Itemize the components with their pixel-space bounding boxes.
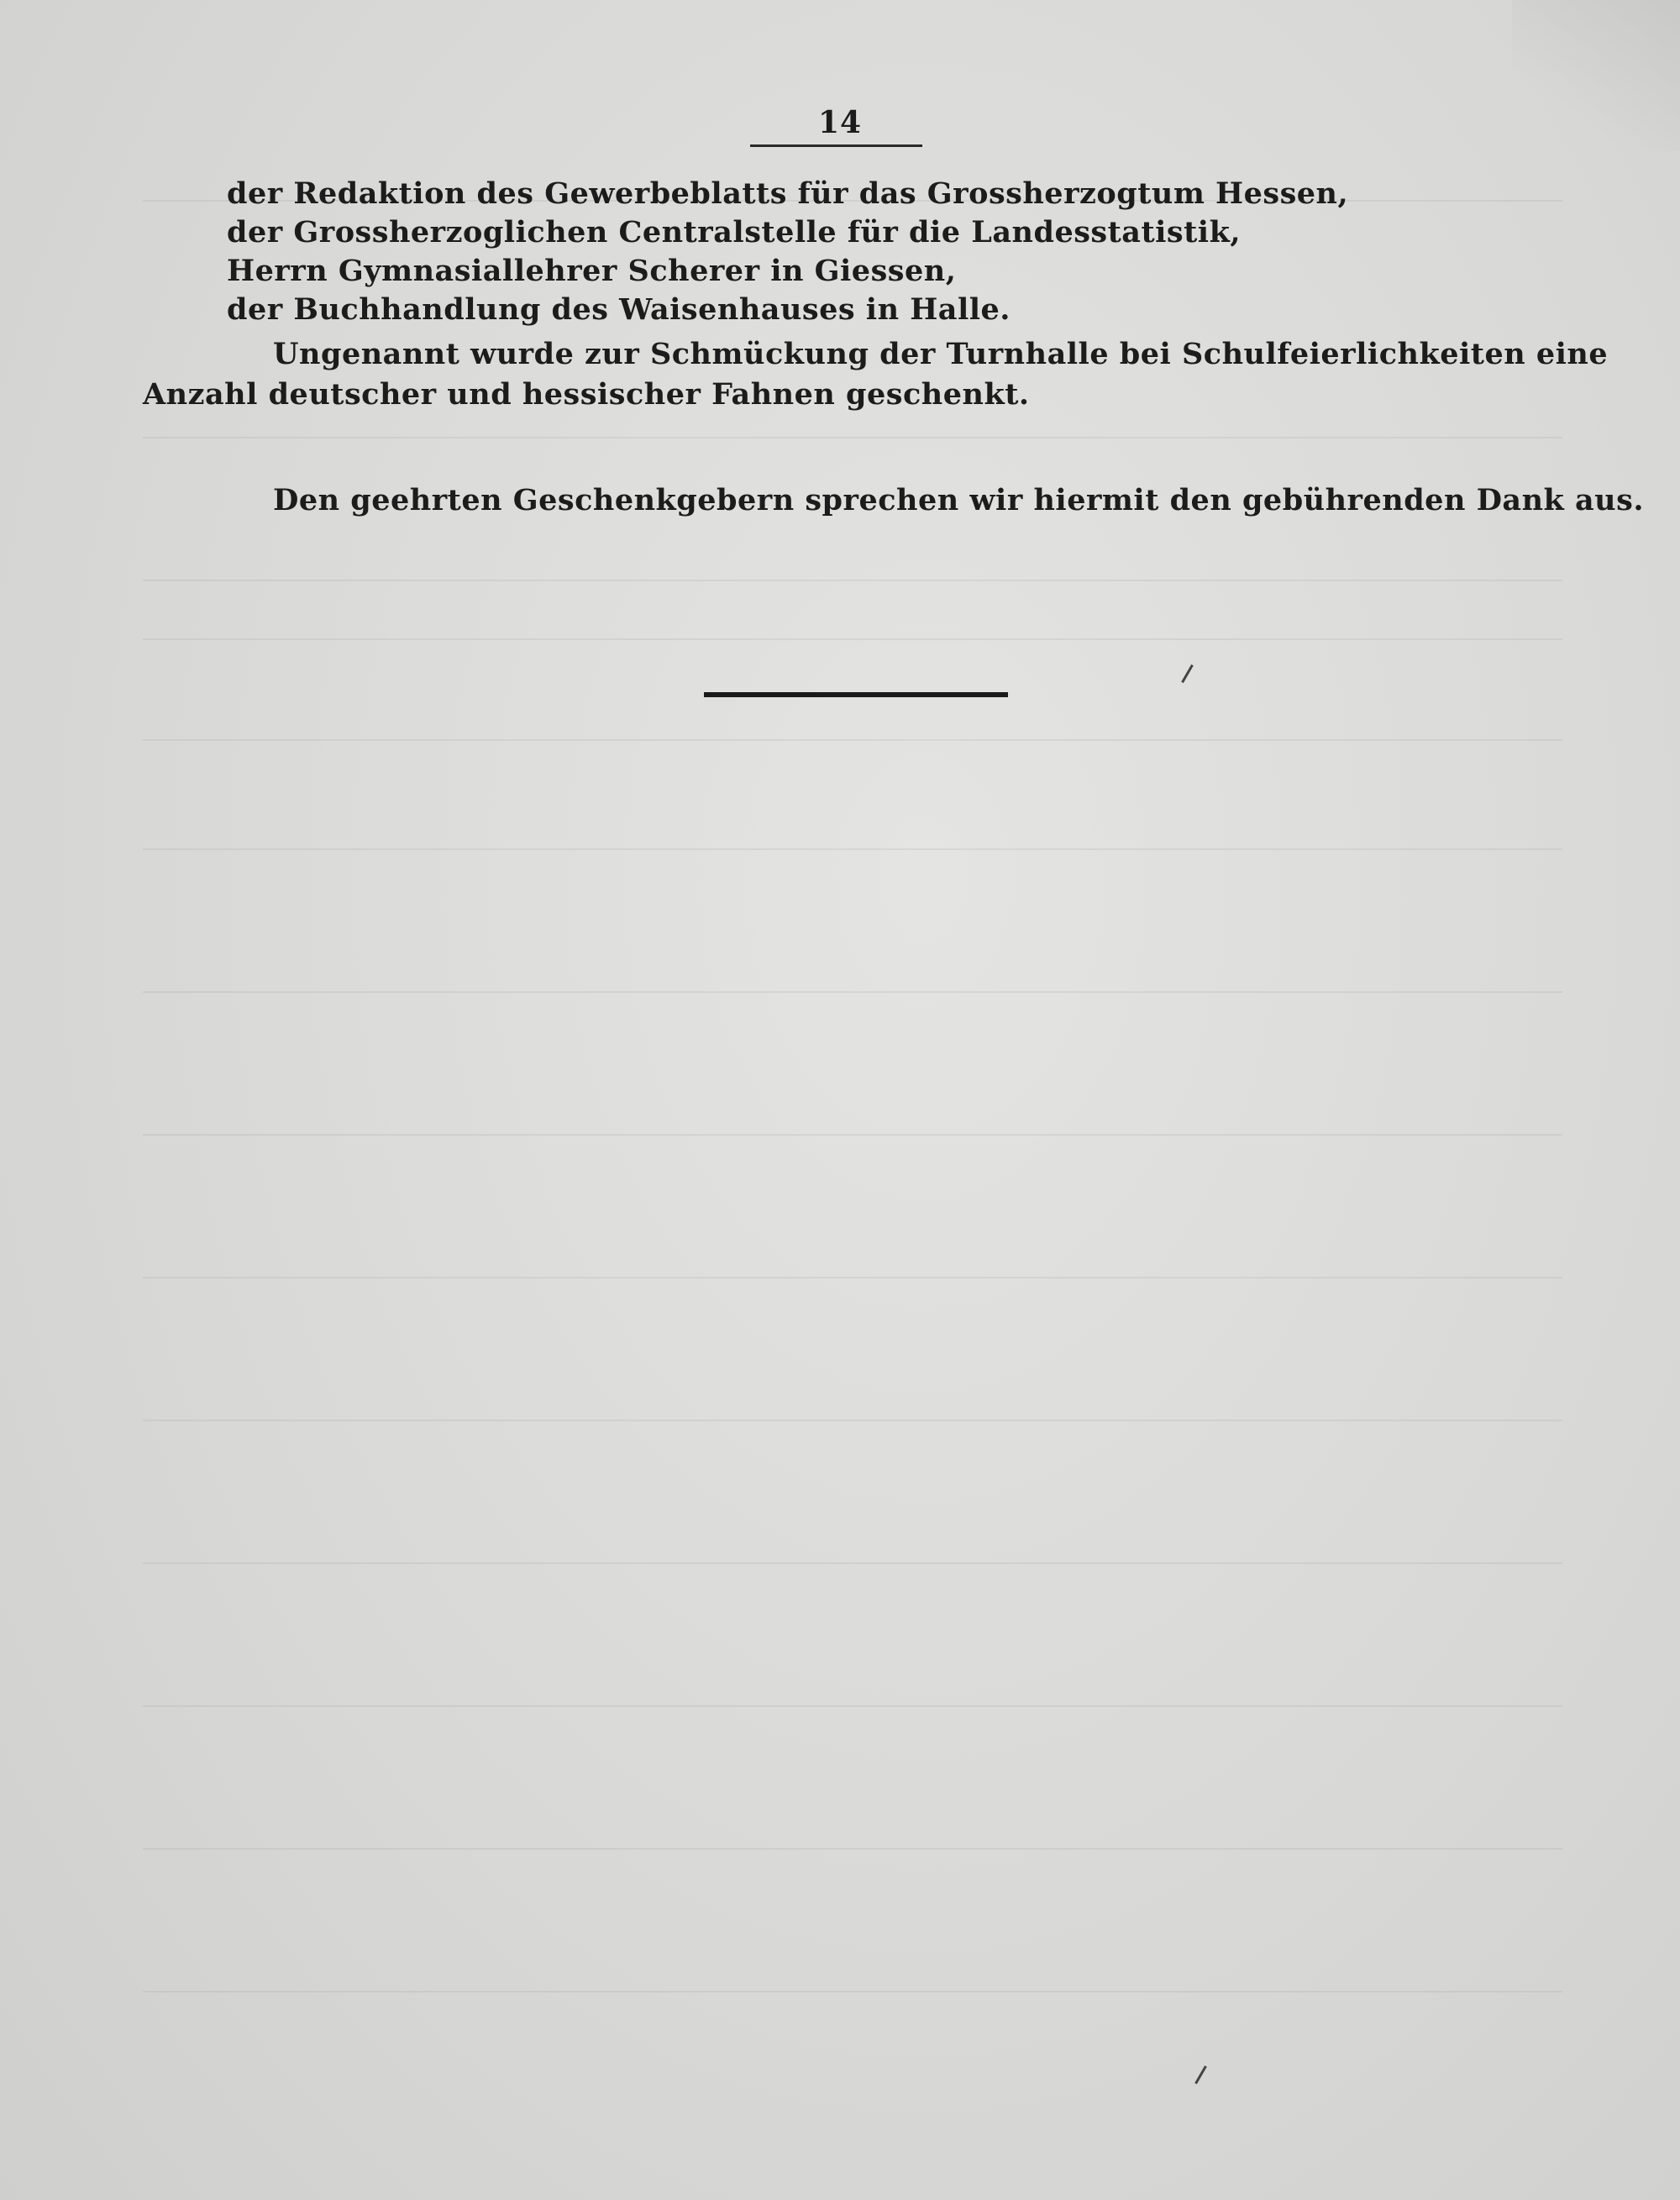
bleed-through-line bbox=[143, 1562, 1562, 1564]
header-rule bbox=[750, 144, 922, 147]
bleed-through-line bbox=[143, 991, 1562, 993]
donor-line: der Buchhandlung des Waisenhauses in Halle. bbox=[227, 292, 1011, 327]
donor-list bbox=[227, 175, 1604, 329]
thanks-paragraph: Den geehrten Geschenkgebern sprechen wir hiermit den gebührenden Dank aus. bbox=[273, 483, 1645, 517]
anonymous-gift-paragraph bbox=[143, 334, 1609, 415]
donor-line: der Grossherzoglichen Centralstelle für die Landesstatistik, bbox=[227, 215, 1242, 249]
bleed-through-line bbox=[143, 1991, 1562, 1993]
anonymous-gift-line-1: Ungenannt wurde zur Schmückung der Turnhalle bei Schulfeierlichkeiten eine bbox=[273, 337, 1609, 371]
pencil-mark bbox=[1181, 664, 1194, 683]
bleed-through-line bbox=[143, 1277, 1562, 1279]
bleed-through-line bbox=[143, 1134, 1562, 1136]
donor-line: Herrn Gymnasiallehrer Scherer in Giessen, bbox=[227, 254, 957, 288]
bleed-through-line bbox=[143, 739, 1562, 741]
closing-rule bbox=[704, 692, 1008, 697]
bleed-through-line bbox=[143, 1420, 1562, 1421]
anonymous-gift-line-2: Anzahl deutscher und hessischer Fahnen geschenkt. bbox=[143, 377, 1030, 412]
bleed-through-line bbox=[143, 580, 1562, 581]
bleed-through-line bbox=[143, 437, 1562, 438]
bleed-through-line bbox=[143, 1705, 1562, 1707]
bleed-through-line bbox=[143, 638, 1562, 640]
page-number: 14 bbox=[817, 105, 863, 140]
donor-line: der Redaktion des Gewerbeblatts für das Grossherzogtum Hessen, bbox=[227, 176, 1349, 211]
bleed-through-line bbox=[143, 1848, 1562, 1850]
pencil-mark bbox=[1194, 2066, 1207, 2084]
bleed-through-line bbox=[143, 848, 1562, 850]
